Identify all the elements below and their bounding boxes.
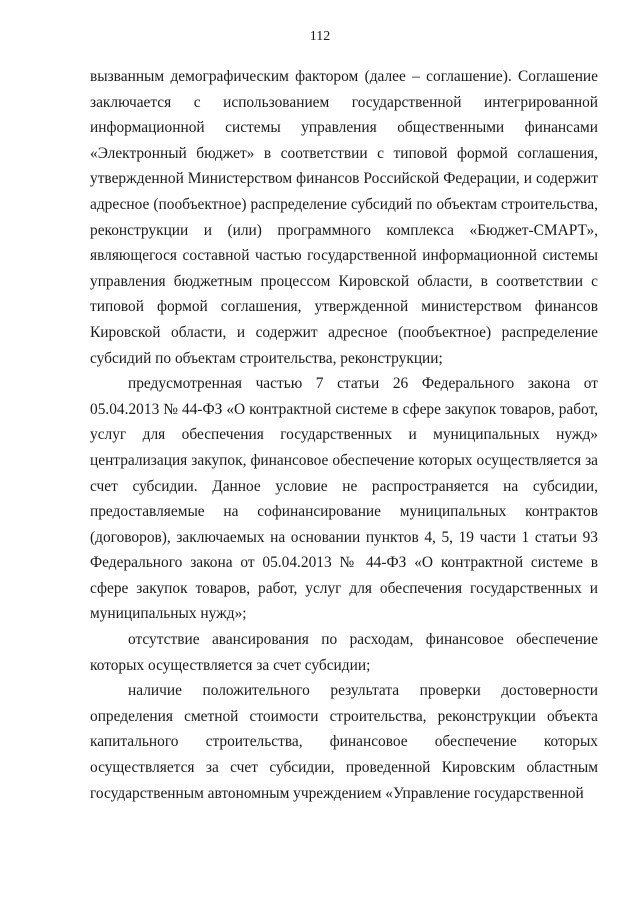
paragraph-estimate-verification: наличие положительного результата проверки достоверности определения сметной стоимости строительства, реконструкции объекта капитального строительства, финансовое обеспечение которых осуществляется за счет субсидии, проведенной Кировским областным государственным автономным учреждением «Управление государственной <box>90 682 598 802</box>
paragraph-centralized-procurement: предусмотренная частью 7 статьи 26 Федерального закона от 05.04.2013 № 44-ФЗ «О контрактной системе в сфере закупок товаров, работ, услуг для обеспечения государственных и муниципальных нужд» централизация закупок, финансовое обеспечение которых осуществляется за счет субсидии. Данное условие не распространяется на субсидии, предоставляемые на софинансирование муниципальных контрактов (договоров), заключаемых на основании пунктов 4, 5, 19 части 1 статьи 93 Федерального закона от 05.04.2013 № 44-ФЗ «О контрактной системе в сфере закупок товаров, работ, услуг для обеспечения государственных и муниципальных нужд»; <box>90 375 598 623</box>
document-body <box>90 64 598 806</box>
paragraph-continuation: вызванным демографическим фактором (далее – соглашение). Соглашение заключается с использованием государственной интегрированной информационной системы управления общественными финансами «Электронный бюджет» в соответствии с типовой формой соглашения, утвержденной Министерством финансов Российской Федерации, и содержит адресное (пообъектное) распределение субсидий по объектам строительства, реконструкции и (или) программного комплекса «Бюджет-СМАРТ», являющегося составной частью государственной информационной системы управления бюджетным процессом Кировской области, в соответствии с типовой формой соглашения, утвержденной министерством финансов Кировской области, и содержит адресное (пообъектное) распределение субсидий по объектам строительства, реконструкции; <box>90 68 598 367</box>
paragraph-no-advance-payment: отсутствие авансирования по расходам, финансовое обеспечение которых осуществляется за счет субсидии; <box>90 631 598 674</box>
page-number: 112 <box>309 29 331 44</box>
